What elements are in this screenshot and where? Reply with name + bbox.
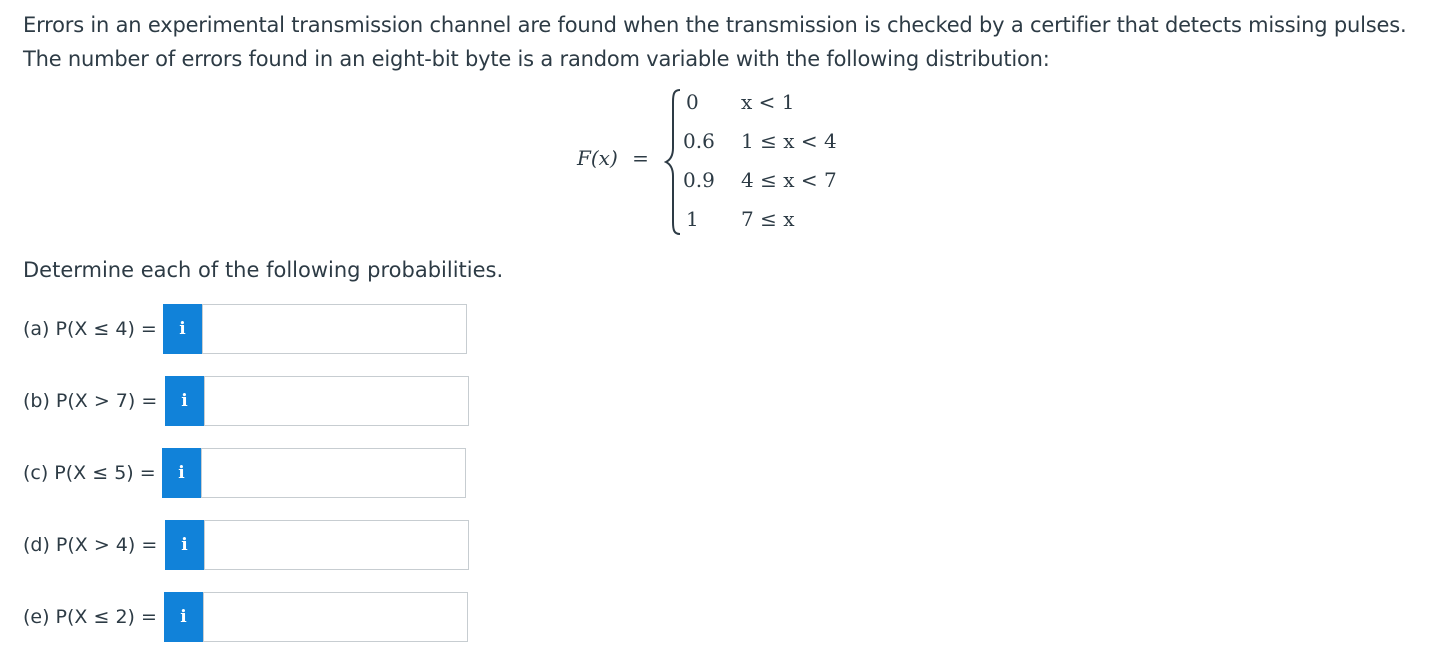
answer-input-e[interactable] <box>203 592 468 642</box>
answer-input-d[interactable] <box>204 520 469 570</box>
problem-text-line-2: The number of errors found in an eight-bit byte is a random variable with the following distribution: <box>23 47 1050 71</box>
question-label: (b) P(X > 7) = <box>23 390 158 412</box>
problem-text-line-1: Errors in an experimental transmission channel are found when the transmission is checked by a certifier that detects missing pulses. <box>23 13 1407 37</box>
case-condition-3: 4 ≤ x < 7 <box>741 168 837 192</box>
instructions: Determine each of the following probabilities. <box>23 258 504 282</box>
answer-input-c[interactable] <box>201 448 466 498</box>
case-condition-1: x < 1 <box>741 90 795 114</box>
question-label: (e) P(X ≤ 2) = <box>23 606 157 628</box>
answer-input-b[interactable] <box>204 376 469 426</box>
case-condition-2: 1 ≤ x < 4 <box>741 129 837 153</box>
formula-brace <box>664 88 684 236</box>
info-icon-button[interactable]: i <box>165 376 204 426</box>
case-value-3: 0.9 <box>683 168 715 192</box>
info-icon-button[interactable]: i <box>163 304 202 354</box>
problem-statement <box>23 8 1423 76</box>
info-icon-button[interactable]: i <box>162 448 201 498</box>
formula-lhs: F(x) <box>577 146 618 170</box>
case-value-2: 0.6 <box>683 129 715 153</box>
case-value-4: 1 <box>686 207 699 231</box>
formula-equals: = <box>632 146 649 170</box>
answer-input-a[interactable] <box>202 304 467 354</box>
question-label: (a) P(X ≤ 4) = <box>23 318 157 340</box>
info-icon-button[interactable]: i <box>165 520 204 570</box>
case-value-1: 0 <box>686 90 699 114</box>
question-label: (c) P(X ≤ 5) = <box>23 462 156 484</box>
info-icon-button[interactable]: i <box>164 592 203 642</box>
question-label: (d) P(X > 4) = <box>23 534 158 556</box>
case-condition-4: 7 ≤ x <box>741 207 795 231</box>
